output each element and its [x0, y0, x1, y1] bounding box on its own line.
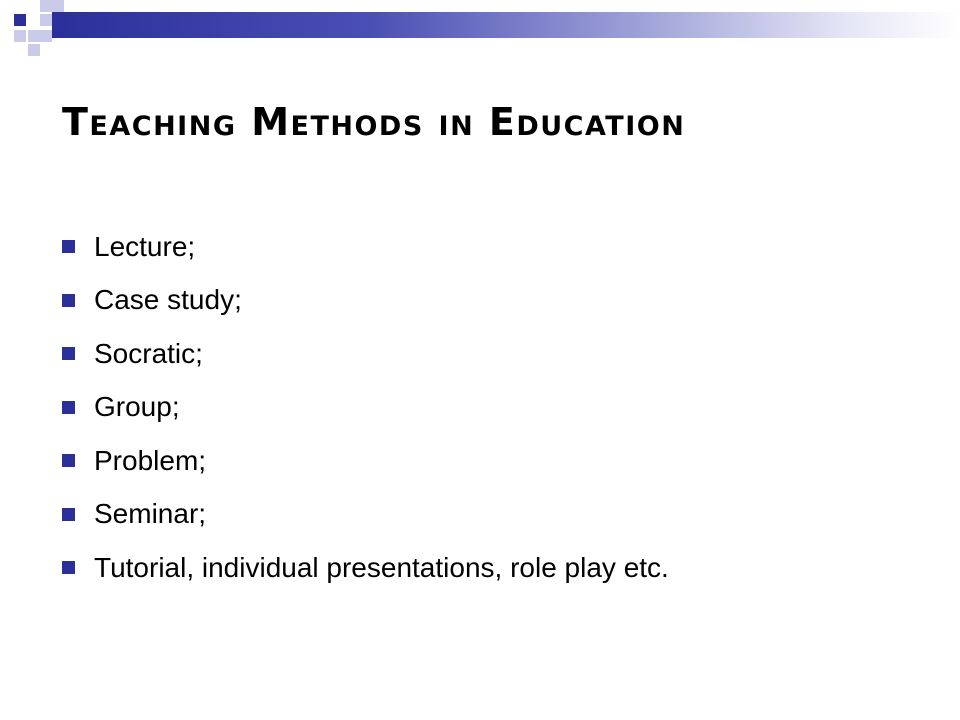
list-item-text: Lecture; — [94, 230, 196, 262]
list-item — [62, 327, 669, 381]
decorative-square — [14, 14, 26, 26]
decorative-square — [28, 30, 40, 42]
slide-title: Teaching Methods in Education — [62, 100, 686, 144]
square-bullet-icon — [62, 240, 75, 253]
square-bullet-icon — [62, 294, 75, 307]
decorative-square — [52, 0, 64, 12]
decorative-square — [40, 30, 52, 42]
list-item — [62, 274, 669, 328]
decorative-square — [40, 14, 52, 26]
header-gradient-bar — [52, 12, 960, 38]
square-bullet-icon — [62, 561, 75, 574]
list-item — [62, 220, 669, 274]
decorative-square — [14, 30, 26, 42]
list-item — [62, 381, 669, 435]
list-item-text: Seminar; — [94, 498, 207, 530]
square-bullet-icon — [62, 508, 75, 521]
square-bullet-icon — [62, 401, 75, 414]
decorative-square — [40, 0, 52, 12]
list-item-text: Case study; — [94, 284, 242, 316]
list-item — [62, 541, 669, 595]
decorative-square — [28, 44, 40, 56]
list-item — [62, 434, 669, 488]
square-bullet-icon — [62, 454, 75, 467]
list-item-text: Group; — [94, 391, 180, 423]
bullet-list — [62, 220, 669, 595]
list-item-text: Socratic; — [94, 337, 203, 369]
list-item-text: Problem; — [94, 444, 207, 476]
list-item-text: Tutorial, individual presentations, role play etc. — [94, 551, 669, 583]
list-item — [62, 488, 669, 542]
square-bullet-icon — [62, 347, 75, 360]
